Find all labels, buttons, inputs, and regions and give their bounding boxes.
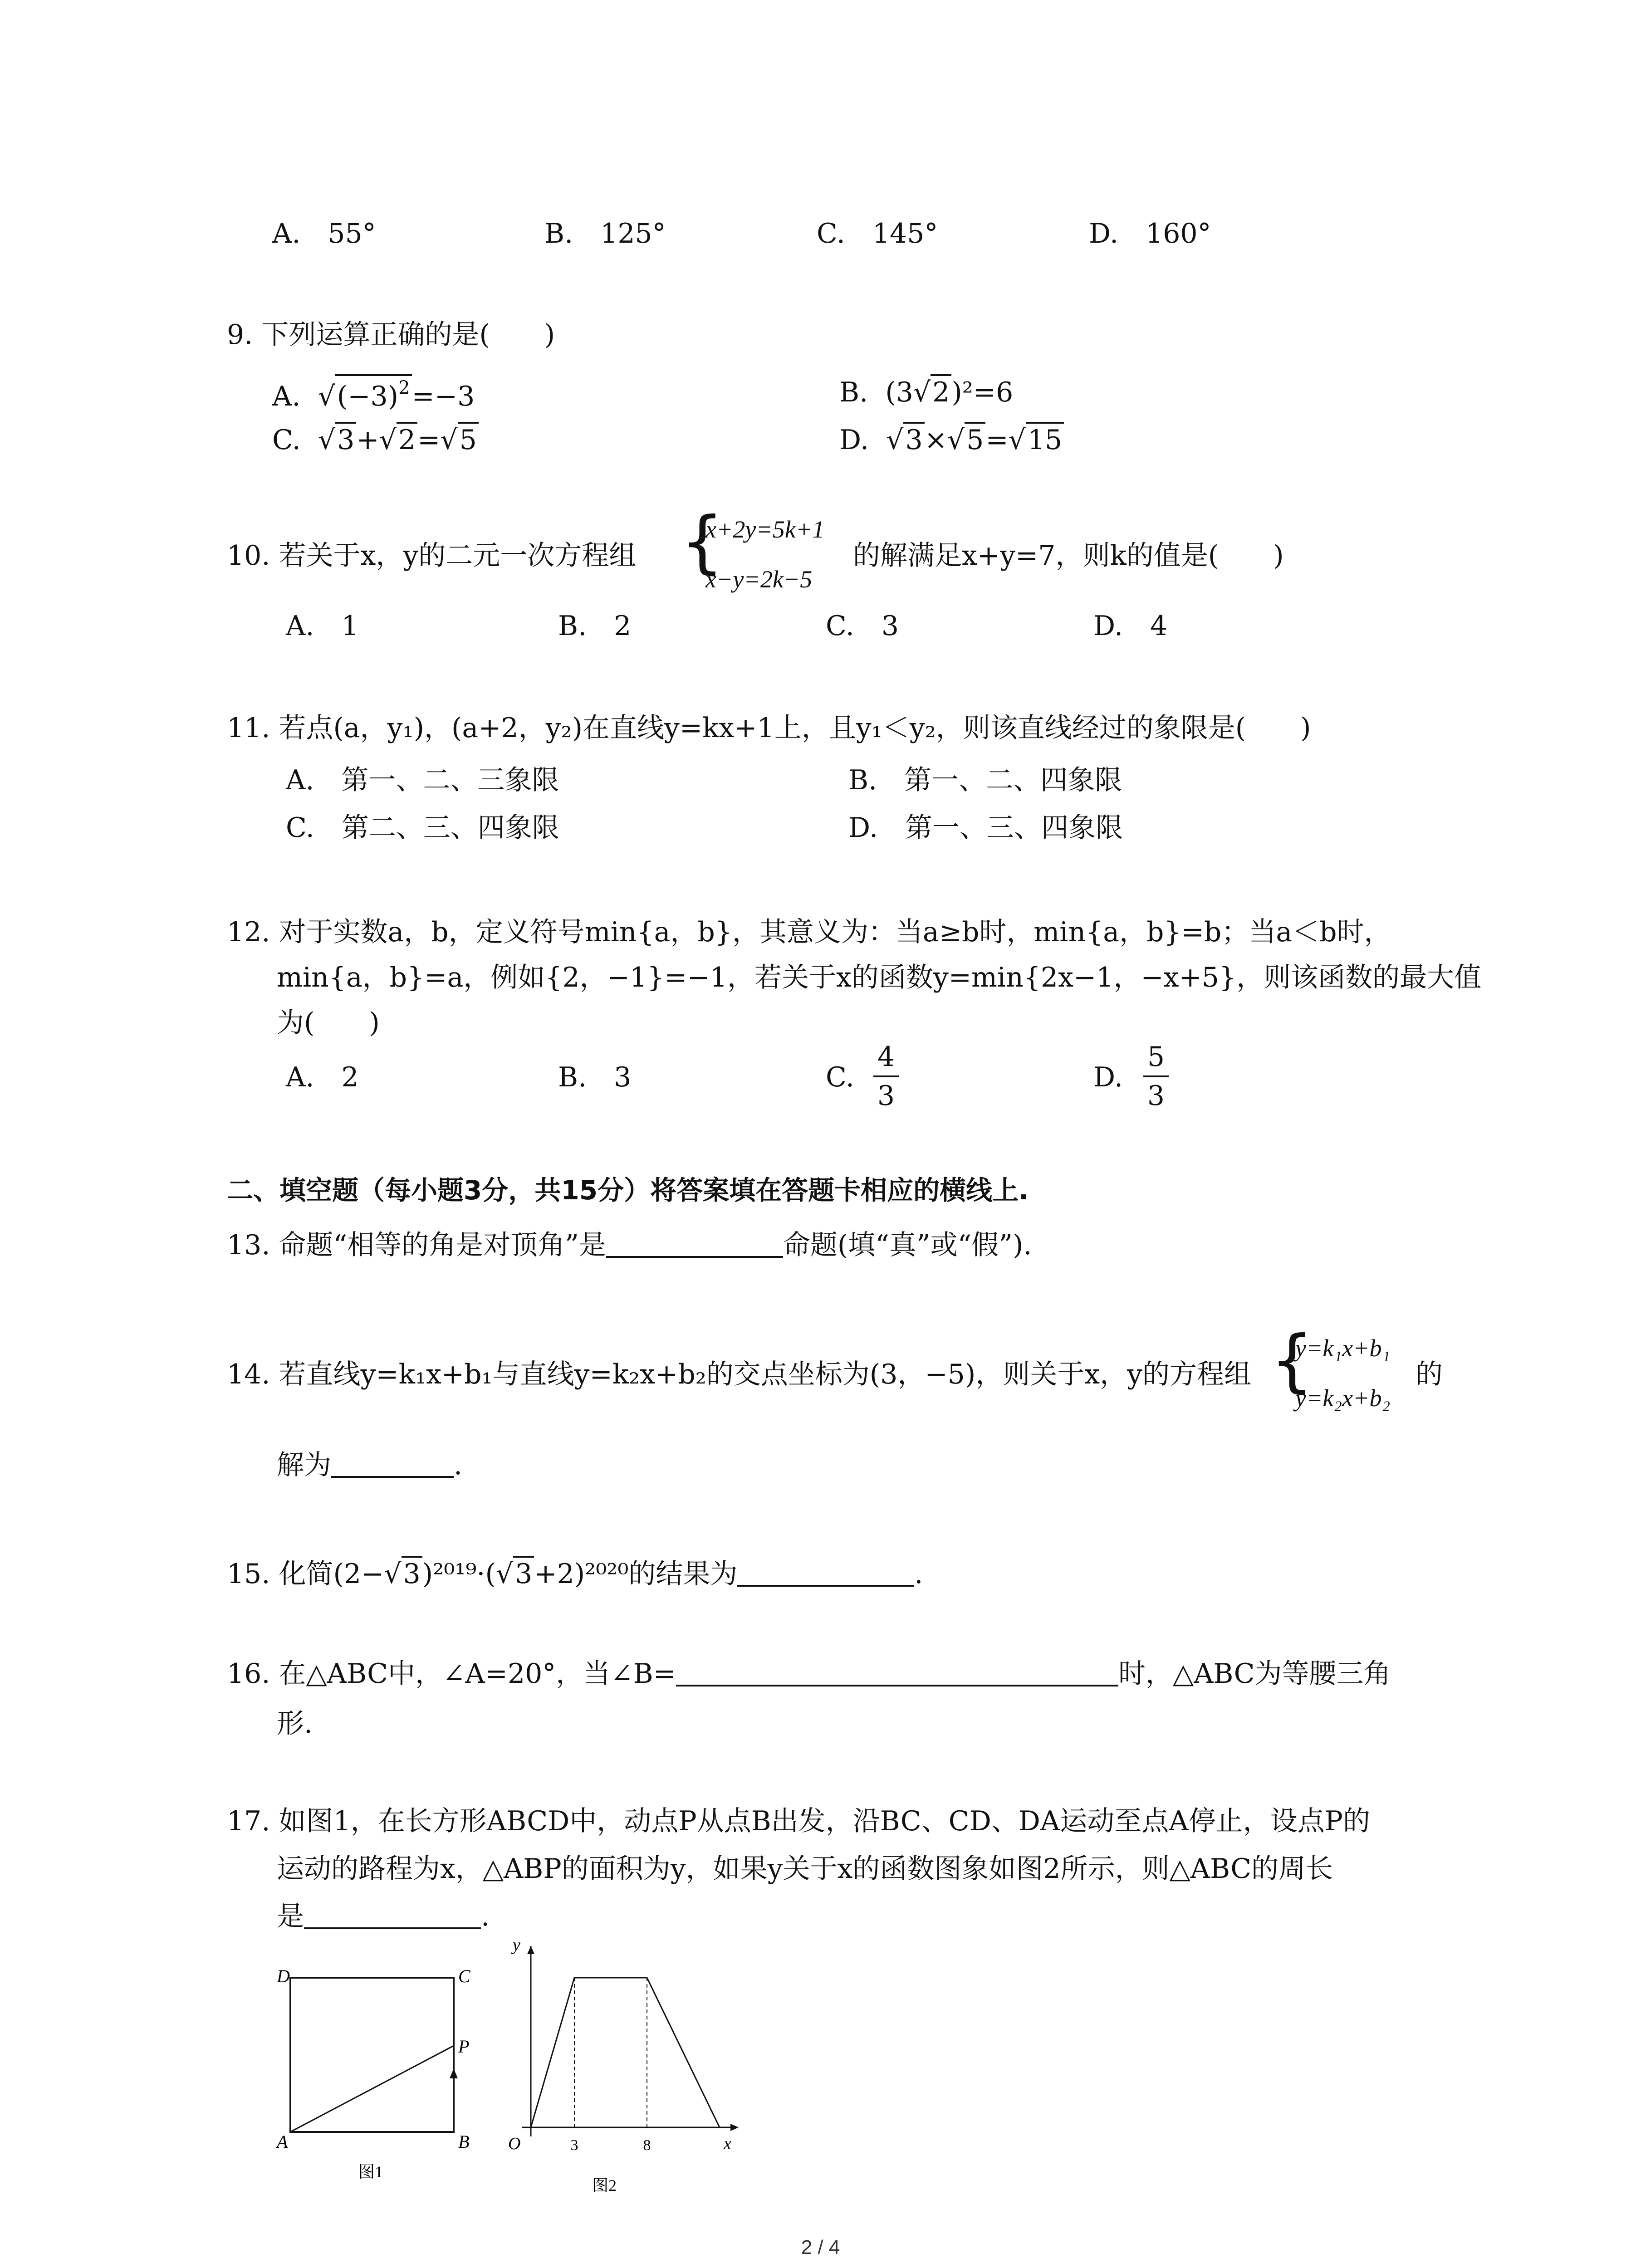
q8-option-a: A. 55° [272,218,376,249]
q11-option-d: D. 第一、三、四象限 [848,812,1123,844]
q12-option-b: B. 3 [558,1061,632,1093]
q8-option-d: D. 160° [1089,218,1211,249]
q8-option-b: B. 125° [544,218,666,249]
y-axis-arrow [527,1946,534,1954]
figure-2-caption: 图2 [592,2176,617,2195]
q15-answer-blank [737,1560,914,1587]
q9-option-a: A. $√(-3)^2=-3$ [272,374,475,410]
page-number: 2 / 4 [801,2236,840,2258]
origin-label: O [508,2134,521,2153]
label-b: B [458,2131,470,2152]
q17-answer-blank [304,1903,481,1929]
q9-option-d: D. √3×√5=√15 [839,422,1064,454]
q10-option-c: C. 3 [826,610,899,642]
figure-1-caption: 图1 [358,2163,383,2181]
q14-answer-blank [331,1452,454,1478]
x-axis-label: x [724,2134,731,2153]
q17-line3: 是 . [277,1901,490,1932]
q13: 13. 命题“相等的角是对顶角”是 命题(填“真”或“假”). [227,1229,1032,1261]
q10-brace: { [681,503,724,582]
q16-answer-blank [676,1660,1118,1686]
q11-option-b: B. 第一、二、四象限 [848,764,1122,796]
function-graph [531,1978,720,2127]
x-axis-arrow [730,2124,739,2131]
segment-ap [290,2046,454,2132]
q10-stem-a: 10. 若关于x，y的二元一次方程组 [227,540,637,572]
label-c: C [458,1966,470,1986]
q12-line1: 12. 对于实数a，b，定义符号min{a，b}，其意义为：当a≥b时，min{a，b}=b；当a＜b时， [227,916,1391,948]
q13-answer-blank [606,1232,783,1258]
q8-option-c: C. 145° [817,218,938,249]
q10-option-d: D. 4 [1093,610,1168,642]
q11-option-a: A. 第一、二、三象限 [286,764,559,796]
q9-option-b: B. (3√2)²=6 [839,374,1013,406]
q12-option-d-fraction: 5 3 [1143,1041,1169,1112]
q10-option-b: B. 2 [558,610,632,642]
q14-tail: 的 [1416,1359,1443,1390]
q17-line1: 17. 如图1，在长方形ABCD中，动点P从点B出发，沿BC、CD、DA运动至点A停止，设点P的 [227,1805,1370,1837]
q14-line2: 解为 . [277,1449,463,1481]
q14-brace: { [1270,1321,1314,1400]
q11-stem: 11. 若点(a，y₁)，(a+2，y₂)在直线y=kx+1上，且y₁＜y₂，则该直线经过的象限是( ) [227,712,1311,744]
q12-line2: min{a，b}=a，例如{2，−1}=−1，若关于x的函数y=min{2x−1，−x+5}，则该函数的最大值 [277,962,1482,993]
q12-option-a: A. 2 [286,1061,359,1093]
q10-eq1: x+2y=5k+1 [705,516,825,543]
q16-line1: 16. 在△ABC中，∠A=20°，当∠B= 时，△ABC为等腰三角 [227,1658,1391,1690]
section-2-heading: 二、填空题（每小题3分，共15分）将答案填在答题卡相应的横线上. [227,1175,1029,1206]
label-p: P [458,2036,470,2057]
q14-eq1: y=k₁x+b₁ [1295,1334,1391,1362]
q12-option-c-fraction: 4 3 [873,1041,899,1112]
q10-stem-b: 的解满足x+y=7，则k的值是( ) [853,540,1284,572]
q14-stem: 14. 若直线y=k₁x+b₁与直线y=k₂x+b₂的交点坐标为(3，−5)，则关于x，y的方程组 [227,1359,1251,1390]
q16-line2: 形. [277,1708,313,1740]
q17-line2: 运动的路程为x，△ABP的面积为y，如果y关于x的函数图象如图2所示，则△ABC的周长 [277,1853,1333,1885]
q12-line3: 为( ) [277,1007,380,1039]
q14-eq2: y=k₂x+b₂ [1295,1384,1391,1412]
figure-1 [263,1955,472,2182]
label-d: D [277,1966,290,1986]
q10-option-a: A. 1 [286,610,359,642]
q15: 15. 化简(2−√3)²⁰¹⁹·(√3+2)²⁰²⁰的结果为 . [227,1556,923,1588]
x-tick-label: 8 [643,2137,651,2154]
arrow-head [450,2068,458,2078]
rectangle-abcd [290,1978,454,2132]
figure-2 [495,1932,749,2204]
q10-eq2: x−y=2k−5 [705,566,813,593]
x-tick-label: 3 [570,2137,578,2154]
q12-option-d-prefix: D. [1093,1061,1123,1093]
label-a: A [277,2131,288,2152]
q9-stem: 9. 下列运算正确的是( ) [227,319,555,351]
q11-option-c: C. 第二、三、四象限 [286,812,559,844]
q12-option-c-prefix: C. [826,1061,854,1093]
y-axis-label: y [513,1936,520,1955]
q9-option-c: C. √3+√2=√5 [272,422,479,454]
